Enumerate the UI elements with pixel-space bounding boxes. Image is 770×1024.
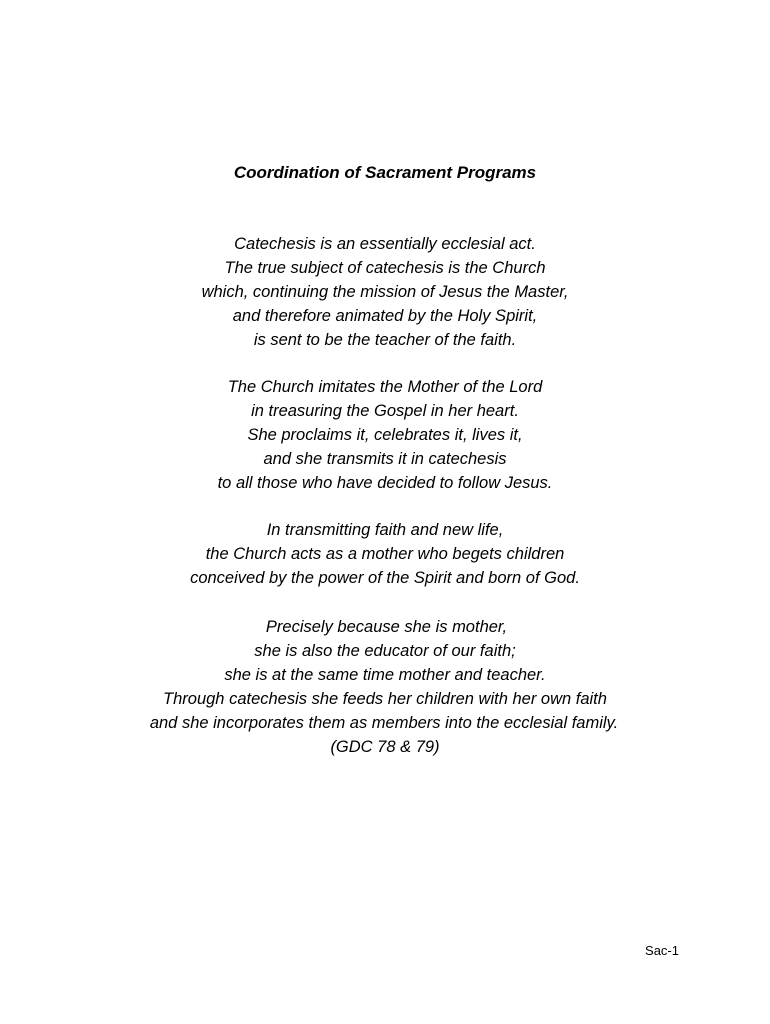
- stanza-line: Catechesis is an essentially ecclesial act.: [234, 235, 536, 253]
- stanza-line: Precisely because she is mother,: [265, 618, 508, 636]
- stanza-line: She proclaims it, celebrates it, lives it,: [247, 426, 523, 444]
- page-number: Sac-1: [645, 943, 679, 958]
- document-title: Coordination of Sacrament Programs: [233, 163, 537, 182]
- stanza-1: [0, 232, 770, 352]
- stanza-line: to all those who have decided to follow Jesus.: [217, 474, 553, 492]
- stanza-line: which, continuing the mission of Jesus the Master,: [201, 283, 569, 301]
- stanza-line: the Church acts as a mother who begets children: [205, 545, 565, 563]
- stanza-line: In transmitting faith and new life,: [266, 521, 504, 539]
- stanza-line: is sent to be the teacher of the faith.: [253, 331, 517, 349]
- stanza-line: conceived by the power of the Spirit and born of God.: [190, 569, 580, 587]
- stanza-line: she is at the same time mother and teacher.: [224, 666, 546, 684]
- stanza-line: and therefore animated by the Holy Spirit,: [232, 307, 538, 325]
- stanza-4: [0, 615, 770, 759]
- citation: (GDC 78 & 79): [330, 738, 440, 756]
- stanza-3: [0, 518, 770, 590]
- stanza-line: and she transmits it in catechesis: [263, 450, 507, 468]
- stanza-2: [0, 375, 770, 495]
- stanza-line: she is also the educator of our faith;: [254, 642, 516, 660]
- stanza-line: The true subject of catechesis is the Church: [224, 259, 546, 277]
- stanza-line: The Church imitates the Mother of the Lord: [227, 378, 543, 396]
- stanza-line: Through catechesis she feeds her children with her own faith: [163, 690, 607, 708]
- stanza-line: in treasuring the Gospel in her heart.: [251, 402, 519, 420]
- stanza-line: and she incorporates them as members into the ecclesial family.: [149, 714, 619, 732]
